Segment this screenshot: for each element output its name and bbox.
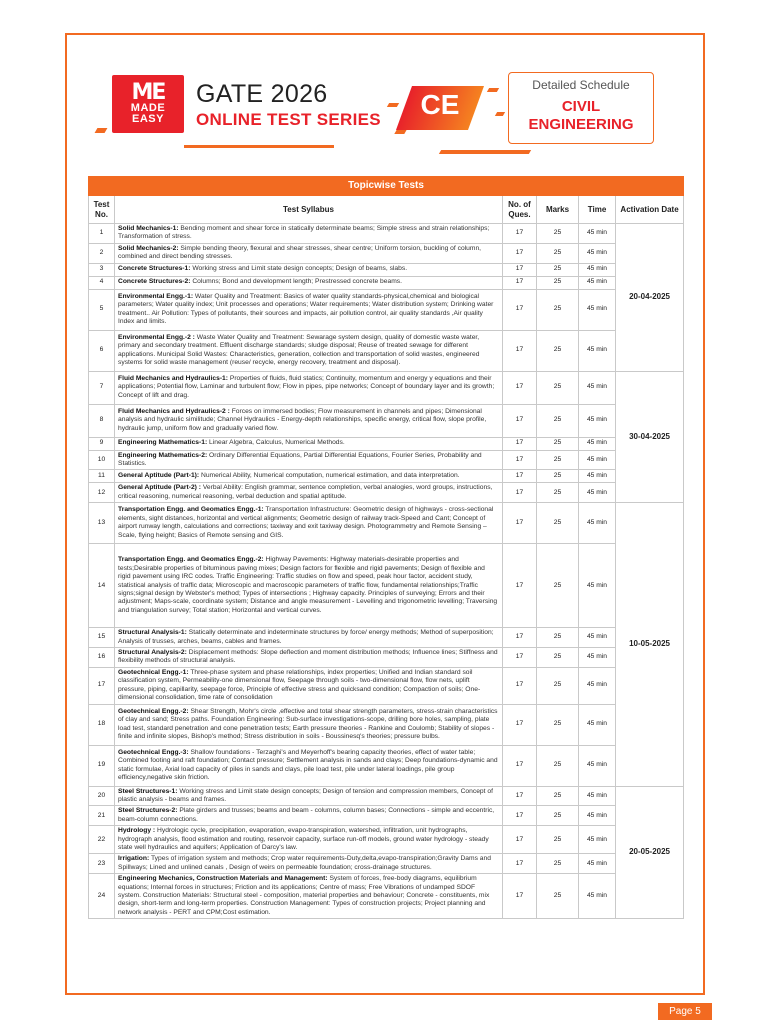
topic-description: Columns; Bond and development length; Prestressed concrete beams. xyxy=(190,278,402,286)
decor-stripe xyxy=(439,150,531,154)
question-count: 17 xyxy=(503,806,537,826)
topic-description: Simple bending theory, flexural and shear stresses, shear centre; Uniform torsion, buckling of column, combined and direct bending stresses. xyxy=(118,244,482,261)
activation-date: 10-05-2025 xyxy=(616,503,684,786)
topic-description: Shear Strength, Mohr's circle ,effective and total shear strength parameters, stress-strain characteristics of clay and sand; Stress paths. Foundation Engineering: Sub-surface investigations-scope, drilling bore holes, sampling, plate load test, standard penetration and cone penetration tests; Earth pressure theories - Rankine and Coulomb; Stability of slopes - finite and infinite slopes, Bishop's method; Stress distribution in soils - Boussinesq's theories; pressure bulbs. xyxy=(118,707,498,740)
topic-title: Concrete Structures-2: xyxy=(118,278,191,286)
duration: 45 min xyxy=(579,483,616,503)
test-number: 20 xyxy=(89,786,115,806)
marks: 25 xyxy=(537,404,579,437)
duration: 45 min xyxy=(579,404,616,437)
series-title: ONLINE TEST SERIES xyxy=(196,110,381,129)
topic-title: Environmental Engg.-1: xyxy=(118,292,194,300)
col-test-no: Test No. xyxy=(89,196,115,224)
marks: 25 xyxy=(537,704,579,745)
test-number: 14 xyxy=(89,544,115,628)
marks: 25 xyxy=(537,503,579,544)
topic-description: Hydrologic cycle, precipitation, evaporation, evapo-transpiration, watershed, infiltration, unit hydrographs, hydrograph analysis, flood estimation and routing, reservoir capacity, surface run-off models, ground water hydrology - steady state well hydraulics and aquifers; Application of Darcy's law. xyxy=(118,827,489,851)
marks: 25 xyxy=(537,470,579,483)
question-count: 17 xyxy=(503,483,537,503)
marks: 25 xyxy=(537,224,579,244)
table-row xyxy=(89,806,684,826)
schedule-label: Detailed Schedule xyxy=(532,78,630,92)
test-syllabus xyxy=(115,276,503,289)
col-questions: No. of Ques. xyxy=(503,196,537,224)
table-row xyxy=(89,289,684,330)
question-count: 17 xyxy=(503,470,537,483)
test-syllabus xyxy=(115,263,503,276)
table-row xyxy=(89,704,684,745)
topic-description: Waste Water Quality and Treatment: Sewarage system design, quality of domestic waste water, primary and secondary treatment. Effluent discharge standards; sludge disposal; Reuse of treated sewage for different applications. Municipal Solid Wastes: Characteristics, generation, collection and transportation of solid wastes, engineered systems for solid waste management (reuse/ recycle, energy recovery, treatment and disposal). xyxy=(118,333,480,367)
test-number: 6 xyxy=(89,330,115,371)
topic-title: Environmental Engg.-2 : xyxy=(118,333,195,341)
table-row xyxy=(89,437,684,450)
duration: 45 min xyxy=(579,745,616,786)
topicwise-tests-table xyxy=(88,176,684,919)
question-count: 17 xyxy=(503,854,537,874)
question-count: 17 xyxy=(503,243,537,263)
test-syllabus xyxy=(115,224,503,244)
test-number: 13 xyxy=(89,503,115,544)
test-syllabus xyxy=(115,437,503,450)
topic-description: Water Quality and Treatment: Basics of water quality standards-physical,chemical and biological parameters; Water quality index; Unit processes and operations; Water requirements; Water distribution system; Drinking water treatment.. Air Pollution: Types of pollutants, their sources and impacts, air pollution control, air quality standards ,Air quality Index and limits. xyxy=(118,292,494,326)
topic-title: General Aptitude (Part-2) : xyxy=(118,484,201,492)
table-row xyxy=(89,404,684,437)
test-number: 24 xyxy=(89,874,115,919)
test-number: 16 xyxy=(89,648,115,668)
topic-description: Shallow foundations - Terzaghi's and Meyerhoff's bearing capacity theories, effect of water table; Combined footing and raft foundation; Contact pressure; Settlement analysis in sands and clays; Deep foundations-dynamic and static formulae, Axial load capacity of piles in sands and clays, pile load test, pile under lateral loadings, pile group efficiency,negative skin friction. xyxy=(118,748,498,781)
table-row xyxy=(89,483,684,503)
topic-description: Working stress and Limit state design concepts; Design of tension and compression members, Concept of plastic analysis - beams and frames. xyxy=(118,787,493,803)
marks: 25 xyxy=(537,276,579,289)
col-marks: Marks xyxy=(537,196,579,224)
duration: 45 min xyxy=(579,786,616,806)
test-syllabus xyxy=(115,243,503,263)
test-number: 15 xyxy=(89,628,115,648)
duration: 45 min xyxy=(579,371,616,404)
logo-line2: EASY xyxy=(132,113,164,125)
duration: 45 min xyxy=(579,263,616,276)
table-row xyxy=(89,648,684,668)
test-syllabus xyxy=(115,628,503,648)
question-count: 17 xyxy=(503,544,537,628)
table-row xyxy=(89,371,684,404)
test-syllabus xyxy=(115,667,503,704)
topic-title: Concrete Structures-1: xyxy=(118,265,191,273)
topic-description: Plate girders and trusses; beams and beam - columns, column bases; Connections - simple and eccentric, beam-column connections. xyxy=(118,807,495,823)
topic-description: Working stress and Limit state design concepts; Design of beams, slabs. xyxy=(190,265,408,273)
question-count: 17 xyxy=(503,263,537,276)
question-count: 17 xyxy=(503,648,537,668)
logo-mark: ME xyxy=(131,80,165,105)
table-row xyxy=(89,745,684,786)
topic-title: Fluid Mechanics and Hydraulics-2 : xyxy=(118,408,230,416)
topic-description: Bending moment and shear force in statically determinate beams; Simple stress and strain relationships; Transformation of stress. xyxy=(118,225,490,241)
test-number: 5 xyxy=(89,289,115,330)
table-row xyxy=(89,667,684,704)
branch-name-line1: CIVIL xyxy=(561,98,601,115)
exam-title: GATE 2026 xyxy=(196,80,328,108)
table-row xyxy=(89,243,684,263)
topic-description: Linear Algebra, Calculus, Numerical Methods. xyxy=(207,439,345,447)
table-row xyxy=(89,503,684,544)
test-number: 23 xyxy=(89,854,115,874)
question-count: 17 xyxy=(503,276,537,289)
table-row xyxy=(89,224,684,244)
activation-date: 30-04-2025 xyxy=(616,371,684,503)
page-number: Page 5 xyxy=(658,1003,712,1020)
table-row xyxy=(89,874,684,919)
topic-title: Structural Analysis-2: xyxy=(118,649,187,657)
test-syllabus xyxy=(115,648,503,668)
duration: 45 min xyxy=(579,874,616,919)
test-number: 17 xyxy=(89,667,115,704)
question-count: 17 xyxy=(503,667,537,704)
table-row xyxy=(89,786,684,806)
marks: 25 xyxy=(537,243,579,263)
topic-title: Transportation Engg. and Geomatics Engg.-1: xyxy=(118,506,264,514)
schedule-box xyxy=(508,72,654,144)
activation-date: 20-04-2025 xyxy=(616,224,684,372)
table-row xyxy=(89,450,684,470)
logo-line1: MADE xyxy=(130,102,166,114)
marks: 25 xyxy=(537,437,579,450)
duration: 45 min xyxy=(579,450,616,470)
topic-title: Solid Mechanics-2: xyxy=(118,244,179,252)
topic-description: System of forces, free-body diagrams, equilibrium equations; Internal forces in structures; Friction and its applications; Centre of mass; Free Vibrations of undamped SDOF system. Construction Materials: Structural steel - composition, material properties and behaviour; Concrete - constituents, mix design, short-term and long-term properties. Construction Management: Types of construction projects; Project planning and network analysis - PERT and CPM;Cost estimation. xyxy=(118,875,490,916)
topic-title: Transportation Engg. and Geomatics Engg.-2: xyxy=(118,556,264,564)
test-number: 11 xyxy=(89,470,115,483)
test-syllabus xyxy=(115,704,503,745)
duration: 45 min xyxy=(579,544,616,628)
duration: 45 min xyxy=(579,628,616,648)
test-number: 12 xyxy=(89,483,115,503)
duration: 45 min xyxy=(579,224,616,244)
test-syllabus xyxy=(115,786,503,806)
marks: 25 xyxy=(537,745,579,786)
test-syllabus xyxy=(115,470,503,483)
marks: 25 xyxy=(537,667,579,704)
test-syllabus xyxy=(115,404,503,437)
table-caption: Topicwise Tests xyxy=(89,177,684,196)
topic-title: Geotechnical Engg.-3: xyxy=(118,748,189,756)
table-row xyxy=(89,263,684,276)
topic-title: Hydrology : xyxy=(118,827,156,835)
topic-description: Statically determinate and indeterminate structures by force/ energy methods; Method of superposition; Analysis of trusses, arches, beams, cables and frames. xyxy=(118,629,494,645)
marks: 25 xyxy=(537,263,579,276)
test-number: 7 xyxy=(89,371,115,404)
test-number: 18 xyxy=(89,704,115,745)
test-number: 9 xyxy=(89,437,115,450)
test-syllabus xyxy=(115,450,503,470)
marks: 25 xyxy=(537,544,579,628)
topic-description: Three-phase system and phase relationships, index properties; Unified and Indian standard soil classification system, Permeability-one dimensional flow, Seepage through soils - two-dimensional flow, flow nets, uplift pressure, piping, capillarity, seepage force, Principle of effective stress and quicksand condition; Compaction of soils; One-dimensional consolidation, time rate of consolidation xyxy=(118,668,481,702)
topic-description: Displacement methods: Slope deflection and moment distribution methods; Influence lines; Stiffness and flexibility methods of structural analysis. xyxy=(118,649,498,665)
test-number: 21 xyxy=(89,806,115,826)
marks: 25 xyxy=(537,826,579,854)
topic-title: Steel Structures-2: xyxy=(118,807,178,815)
duration: 45 min xyxy=(579,503,616,544)
question-count: 17 xyxy=(503,786,537,806)
marks: 25 xyxy=(537,806,579,826)
test-syllabus xyxy=(115,854,503,874)
test-number: 4 xyxy=(89,276,115,289)
topic-description: Numerical Ability, Numerical computation, numerical estimation, and data interpretation. xyxy=(199,472,460,480)
marks: 25 xyxy=(537,371,579,404)
table-row xyxy=(89,470,684,483)
test-number: 19 xyxy=(89,745,115,786)
topic-title: General Aptitude (Part-1): xyxy=(118,472,200,480)
duration: 45 min xyxy=(579,330,616,371)
question-count: 17 xyxy=(503,437,537,450)
marks: 25 xyxy=(537,874,579,919)
table-row xyxy=(89,330,684,371)
test-syllabus xyxy=(115,826,503,854)
made-easy-logo xyxy=(112,75,184,133)
marks: 25 xyxy=(537,450,579,470)
decor-stripe xyxy=(184,145,334,148)
topic-title: Geotechnical Engg.-1: xyxy=(118,668,189,676)
test-number: 10 xyxy=(89,450,115,470)
duration: 45 min xyxy=(579,826,616,854)
col-activation-date: Activation Date xyxy=(616,196,684,224)
activation-date: 20-05-2025 xyxy=(616,786,684,919)
test-syllabus xyxy=(115,330,503,371)
question-count: 17 xyxy=(503,404,537,437)
test-number: 1 xyxy=(89,224,115,244)
question-count: 17 xyxy=(503,704,537,745)
duration: 45 min xyxy=(579,806,616,826)
marks: 25 xyxy=(537,854,579,874)
topic-title: Irrigation: xyxy=(118,855,150,863)
topic-description: Forces on immersed bodies; Flow measurement in channels and pipes; Dimensional analysis and hydraulic similitude; Channel Hydraulics - Energy-depth relationships, specific energy, critical flow, slope profile, hydraulic jump, uniform flow and gradually varied flow. xyxy=(118,408,487,432)
topic-description: Ordinary Differential Equations, Partial Differential Equations, Fourier Series, Probability and Statistics. xyxy=(118,451,482,468)
test-syllabus xyxy=(115,874,503,919)
duration: 45 min xyxy=(579,289,616,330)
question-count: 17 xyxy=(503,874,537,919)
duration: 45 min xyxy=(579,470,616,483)
test-syllabus xyxy=(115,289,503,330)
question-count: 17 xyxy=(503,745,537,786)
topic-title: Engineering Mathematics-2: xyxy=(118,451,208,459)
branch-code: CE xyxy=(420,89,460,120)
topic-title: Engineering Mathematics-1: xyxy=(118,439,208,447)
marks: 25 xyxy=(537,628,579,648)
duration: 45 min xyxy=(579,243,616,263)
question-count: 17 xyxy=(503,289,537,330)
duration: 45 min xyxy=(579,437,616,450)
topic-title: Engineering Mechanics, Construction Materials and Management: xyxy=(118,875,328,883)
question-count: 17 xyxy=(503,371,537,404)
marks: 25 xyxy=(537,648,579,668)
test-syllabus xyxy=(115,544,503,628)
question-count: 17 xyxy=(503,450,537,470)
topic-title: Geotechnical Engg.-2: xyxy=(118,707,189,715)
table-row xyxy=(89,854,684,874)
col-time: Time xyxy=(579,196,616,224)
question-count: 17 xyxy=(503,224,537,244)
test-number: 22 xyxy=(89,826,115,854)
marks: 25 xyxy=(537,330,579,371)
col-syllabus: Test Syllabus xyxy=(115,196,503,224)
question-count: 17 xyxy=(503,330,537,371)
marks: 25 xyxy=(537,483,579,503)
test-syllabus xyxy=(115,806,503,826)
test-syllabus xyxy=(115,503,503,544)
duration: 45 min xyxy=(579,276,616,289)
question-count: 17 xyxy=(503,628,537,648)
test-number: 2 xyxy=(89,243,115,263)
topic-title: Structural Analysis-1: xyxy=(118,629,187,637)
table-row xyxy=(89,276,684,289)
topic-description: Highway Pavements: Highway materials-desirable properties and tests;Desirable properties of bituminous paving mixes; Design factors for flexible and rigid pavements; Design of flexible and rigid pavement using IRC codes. Traffic Engineering: Traffic studies on flow and speed, peak hour factor, accident study, statistical analysis of traffic data; Microscopic and macroscopic parameters of traffic flow, fundamental relationships;Traffic signs;signal design by Webster's method; Types of intersections ; Highway capacity. Principles of surveying; Errors and their adjustment; Maps-scale, coordinate system; Distance and angle measurement - Levelling and trigonometric levelling; Traversing and triangulation survey; Total station; Horizontal and vertical curves. xyxy=(118,556,498,614)
test-syllabus xyxy=(115,483,503,503)
branch-name-line2: ENGINEERING xyxy=(528,116,634,133)
topic-description: Verbal Ability: English grammar, sentence completion, verbal analogies, word groups, instructions, critical reasoning, numerical reasoning, verbal deduction and spatial aptitude. xyxy=(118,484,493,500)
duration: 45 min xyxy=(579,704,616,745)
test-syllabus xyxy=(115,745,503,786)
table-row xyxy=(89,544,684,628)
test-syllabus xyxy=(115,371,503,404)
test-number: 8 xyxy=(89,404,115,437)
marks: 25 xyxy=(537,289,579,330)
duration: 45 min xyxy=(579,648,616,668)
question-count: 17 xyxy=(503,826,537,854)
topic-title: Solid Mechanics-1: xyxy=(118,225,179,232)
question-count: 17 xyxy=(503,503,537,544)
topic-description: Types of irrigation system and methods; Crop water requirements-Duty,delta,evapo-transpiration;Gravity Dams and Spillways; Lined and unlined canals , Design of weirs on permeable foundation; cross-drainage structures. xyxy=(118,855,491,871)
duration: 45 min xyxy=(579,667,616,704)
topic-description: Transportation Infrastructure: Geometric design of highways - cross-sectional elements, sight distances, horizontal and vertical alignments; Geometric design of railway track-Speed and Cant; Concept of airport runway length, calculations and corrections; taxiway and exit taxiway design. Photogrammetry and Remote Sensing – Scale, flying height; Basics of Remote sensing and GIS. xyxy=(118,506,494,539)
topic-title: Steel Structures-1: xyxy=(118,787,178,795)
marks: 25 xyxy=(537,786,579,806)
test-number: 3 xyxy=(89,263,115,276)
duration: 45 min xyxy=(579,854,616,874)
table-row xyxy=(89,826,684,854)
topic-title: Fluid Mechanics and Hydraulics-1: xyxy=(118,375,228,383)
topic-description: Properties of fluids, fluid statics; Continuity, momentum and energy y equations and their applications; Potential flow, Laminar and turbulent flow; Flow in pipes, pipe networks; Concept of boundary layer and its growth; Concept of lift and drag. xyxy=(118,375,495,399)
table-row xyxy=(89,628,684,648)
